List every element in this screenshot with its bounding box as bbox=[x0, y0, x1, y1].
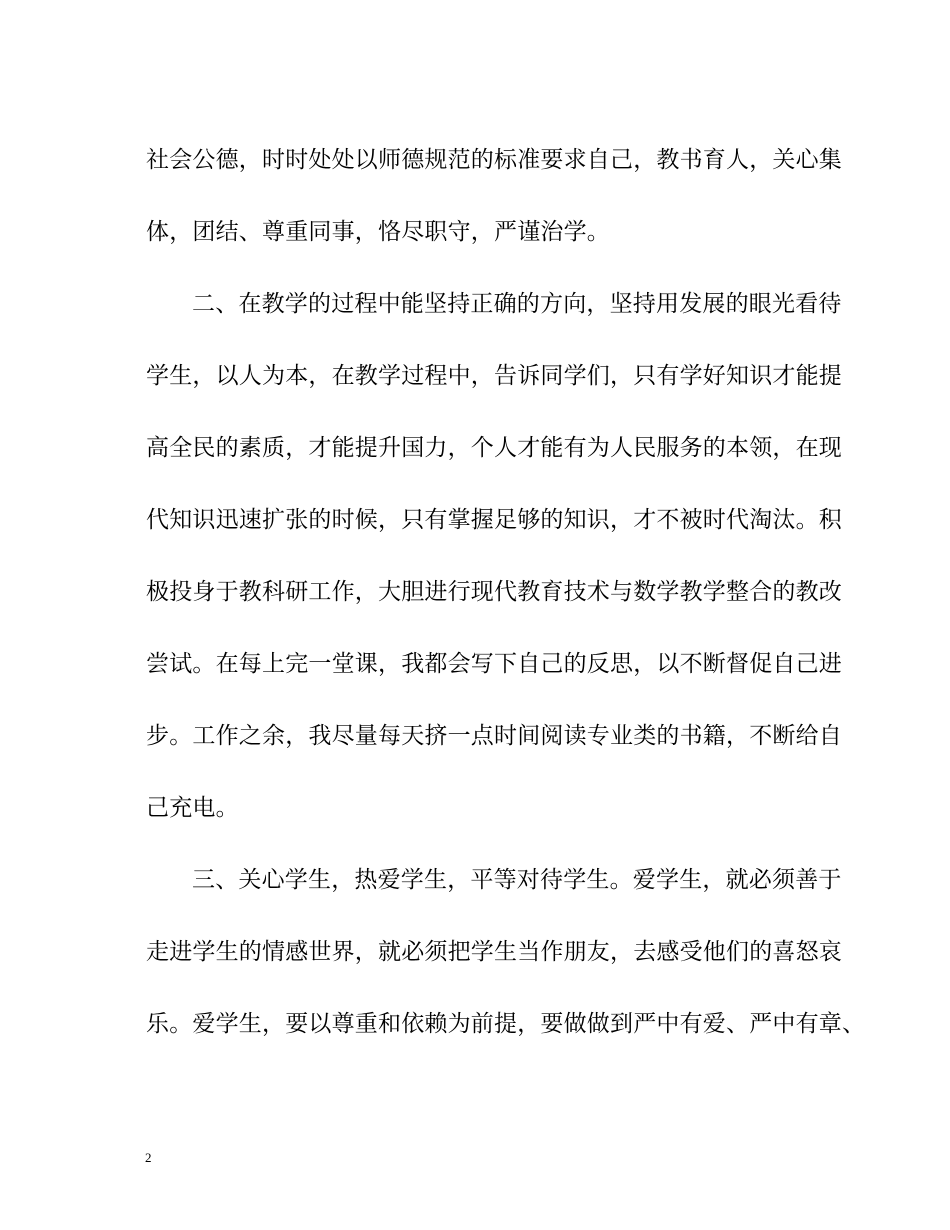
body-text-line: 高全民的素质，才能提升国力，个人才能有为人民服务的本领，在现 bbox=[146, 435, 842, 461]
body-text-line: 极投身于教科研工作，大胆进行现代教育技术与数学教学整合的教改 bbox=[146, 579, 842, 605]
paragraph-first-line: 二、在教学的过程中能坚持正确的方向，坚持用发展的眼光看待 bbox=[192, 291, 842, 317]
page-number: 2 bbox=[145, 1150, 152, 1165]
body-text-line: 步。工作之余，我尽量每天挤一点时间阅读专业类的书籍，不断给自 bbox=[146, 723, 842, 749]
body-text-line: 乐。爱学生，要以尊重和依赖为前提，要做做到严中有爱、严中有章、 bbox=[146, 1011, 866, 1037]
body-text-line: 代知识迅速扩张的时候，只有掌握足够的知识，才不被时代淘汰。积 bbox=[146, 507, 842, 533]
body-text-line: 学生，以人为本，在教学过程中，告诉同学们，只有学好知识才能提 bbox=[146, 363, 842, 389]
body-text-line: 尝试。在每上完一堂课，我都会写下自己的反思，以不断督促自己进 bbox=[146, 651, 842, 677]
body-text-line: 社会公德，时时处处以师德规范的标准要求自己，教书育人，关心集 bbox=[146, 147, 842, 173]
paragraph-first-line: 三、关心学生，热爱学生，平等对待学生。爱学生，就必须善于 bbox=[192, 867, 842, 893]
body-text-line: 体，团结、尊重同事，恪尽职守，严谨治学。 bbox=[146, 219, 610, 245]
body-text-line: 走进学生的情感世界，就必须把学生当作朋友，去感受他们的喜怒哀 bbox=[146, 939, 842, 965]
body-text-line: 己充电。 bbox=[146, 795, 239, 821]
